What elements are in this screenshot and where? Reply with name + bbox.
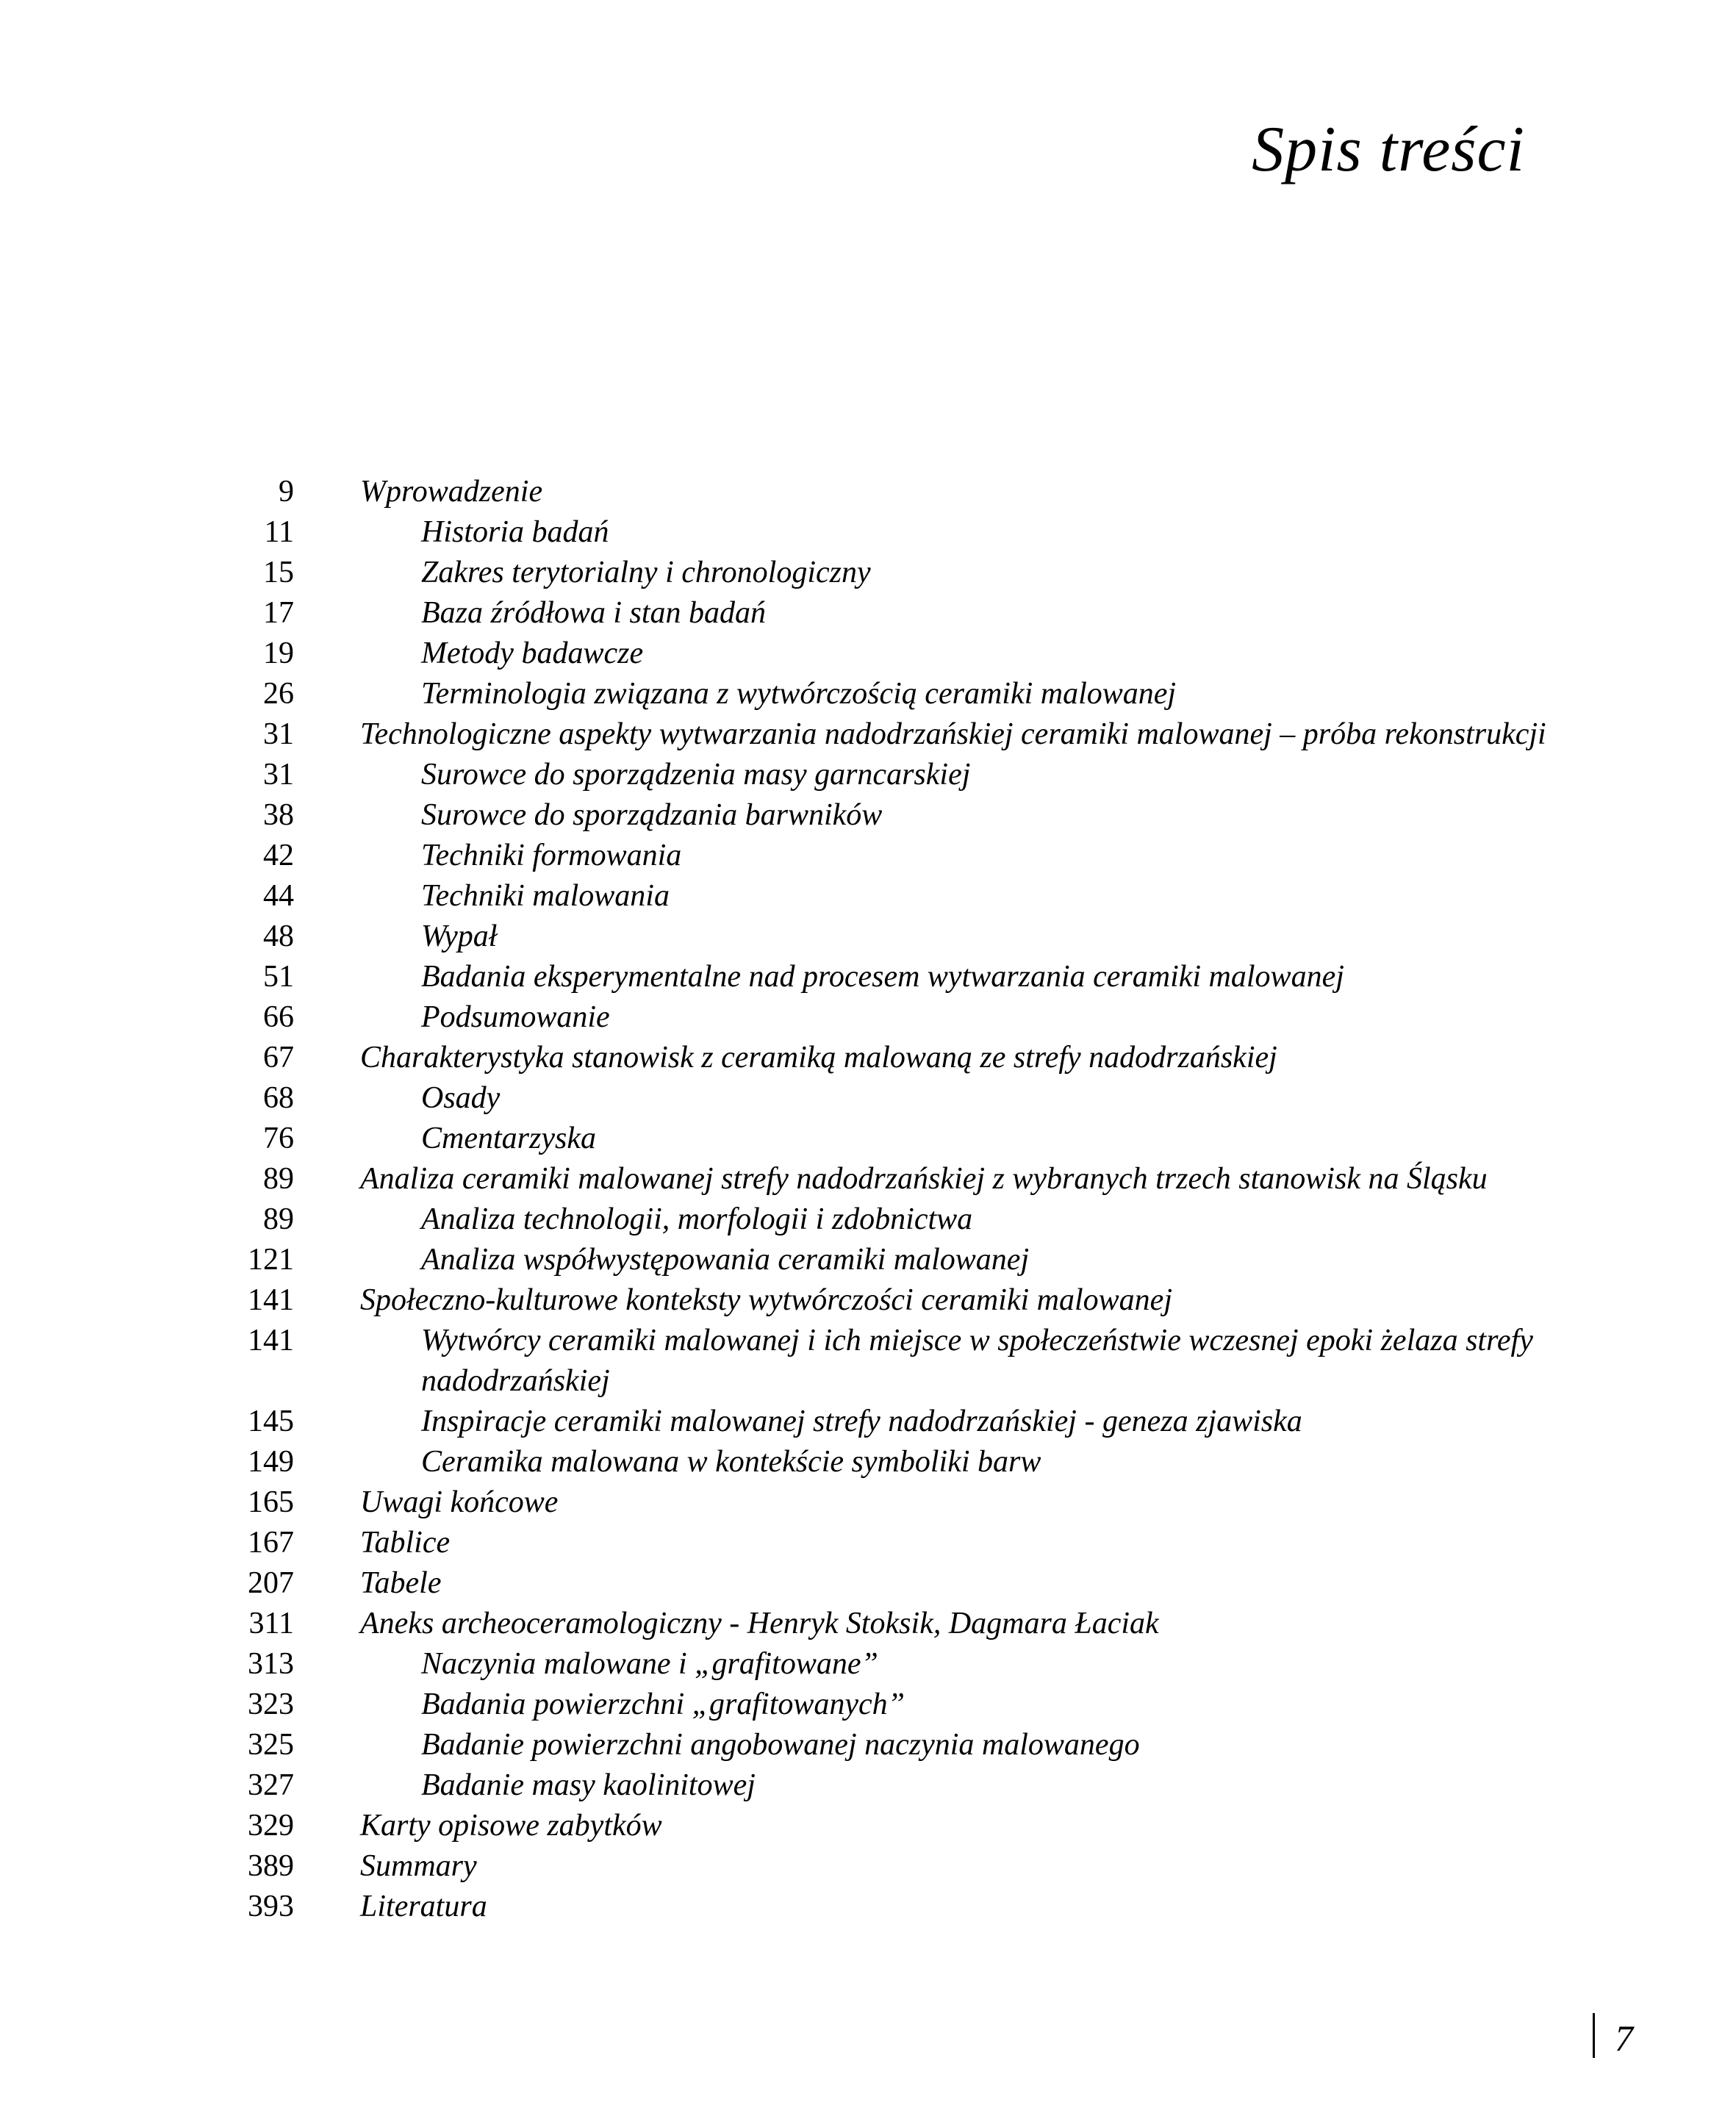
toc-entry xyxy=(0,714,1736,755)
toc-entry-page-number: 42 xyxy=(263,839,294,872)
toc-entry-page-number: 311 xyxy=(248,1607,294,1640)
toc-entry-title: Zakres terytorialny i chronologiczny xyxy=(421,556,871,589)
toc-entry-title: Osady xyxy=(421,1081,501,1115)
toc-entry xyxy=(0,836,1736,876)
toc-entry-page-number: 389 xyxy=(248,1849,294,1883)
toc-entry-title: Wprowadzenie xyxy=(360,475,543,509)
toc-entry-title: Historia badań xyxy=(421,515,609,549)
toc-entry-title: Surowce do sporządzania barwników xyxy=(421,798,883,832)
toc-entry xyxy=(0,755,1736,795)
toc-list xyxy=(0,472,1736,1927)
toc-entry xyxy=(0,472,1736,512)
toc-entry xyxy=(0,1806,1736,1846)
page-title: Spis treści xyxy=(1252,114,1525,185)
toc-entry-title: Literatura xyxy=(360,1890,487,1923)
toc-entry-page-number: 26 xyxy=(263,677,294,711)
toc-entry-title: Badanie powierzchni angobowanej naczynia malowanego xyxy=(421,1728,1140,1762)
toc-entry xyxy=(0,1199,1736,1240)
toc-entry xyxy=(0,1887,1736,1927)
toc-entry-page-number: 149 xyxy=(248,1445,294,1479)
toc-entry xyxy=(0,1119,1736,1159)
toc-entry-title: Technologiczne aspekty wytwarzania nadodrzańskiej ceramiki malowanej – próba rekonstrukcji xyxy=(360,717,1546,751)
toc-entry-page-number: 66 xyxy=(263,1000,294,1034)
toc-entry-title: Metody badawcze xyxy=(421,636,644,670)
toc-entry-title: Ceramika malowana w kontekście symboliki barw xyxy=(421,1445,1041,1479)
toc-entry-page-number: 76 xyxy=(263,1122,294,1155)
toc-entry-page-number: 44 xyxy=(263,879,294,913)
toc-entry-title: Analiza ceramiki malowanej strefy nadodrzańskiej z wybranych trzech stanowisk na Śląsku xyxy=(360,1162,1488,1196)
toc-entry-title: Cmentarzyska xyxy=(421,1122,596,1155)
toc-entry-title: Społeczno-kulturowe konteksty wytwórczości ceramiki malowanej xyxy=(360,1283,1172,1317)
toc-entry xyxy=(0,1725,1736,1765)
toc-entry-page-number: 19 xyxy=(263,636,294,670)
toc-entry-title: Summary xyxy=(360,1849,477,1883)
toc-entry-title: Surowce do sporządzenia masy garncarskiej xyxy=(421,758,971,792)
toc-entry-page-number: 207 xyxy=(248,1566,294,1600)
toc-entry xyxy=(0,1846,1736,1887)
toc-entry xyxy=(0,1159,1736,1199)
toc-entry-page-number: 89 xyxy=(263,1162,294,1196)
toc-entry xyxy=(0,1038,1736,1078)
toc-entry-page-number: 67 xyxy=(263,1041,294,1075)
toc-entry-page-number: 323 xyxy=(248,1687,294,1721)
toc-entry-page-number: 329 xyxy=(248,1809,294,1843)
toc-entry-page-number: 325 xyxy=(248,1728,294,1762)
toc-entry-page-number: 31 xyxy=(263,758,294,792)
toc-entry-title: Badania eksperymentalne nad procesem wytwarzania ceramiki malowanej xyxy=(421,960,1344,994)
toc-entry-page-number: 167 xyxy=(248,1526,294,1560)
toc-entry-title: Tablice xyxy=(360,1526,451,1560)
toc-entry-title: Baza źródłowa i stan badań xyxy=(421,596,767,630)
toc-entry-title: Badania powierzchni „grafitowanych” xyxy=(421,1687,905,1721)
page-number: 7 xyxy=(1615,2017,1633,2059)
toc-entry xyxy=(0,1442,1736,1482)
toc-entry-page-number: 48 xyxy=(263,919,294,953)
toc-entry-page-number: 9 xyxy=(279,475,294,509)
toc-entry xyxy=(0,674,1736,714)
toc-entry xyxy=(0,997,1736,1038)
toc-entry-page-number: 51 xyxy=(263,960,294,994)
toc-entry xyxy=(0,876,1736,917)
toc-entry-title: Charakterystyka stanowisk z ceramiką malowaną ze strefy nadodrzańskiej xyxy=(360,1041,1277,1075)
toc-entry-title: Techniki formowania xyxy=(421,839,682,872)
toc-entry-title: Analiza technologii, morfologii i zdobnictwa xyxy=(421,1202,973,1236)
toc-entry-title: Podsumowanie xyxy=(421,1000,610,1034)
toc-entry-title: Uwagi końcowe xyxy=(360,1485,559,1519)
toc-entry xyxy=(0,1604,1736,1644)
toc-entry-title: Analiza współwystępowania ceramiki malowanej xyxy=(421,1243,1030,1277)
toc-entry xyxy=(0,1482,1736,1523)
toc-entry xyxy=(0,512,1736,553)
toc-entry-page-number: 121 xyxy=(248,1243,294,1277)
toc-entry xyxy=(0,1321,1736,1361)
toc-entry-page-number: 393 xyxy=(248,1890,294,1923)
toc-entry-page-number: 165 xyxy=(248,1485,294,1519)
toc-entry xyxy=(0,634,1736,674)
toc-entry-title: Karty opisowe zabytków xyxy=(360,1809,662,1843)
toc-entry xyxy=(0,957,1736,997)
toc-entry-title: Wypał xyxy=(421,919,498,953)
toc-entry-title: Naczynia malowane i „grafitowane” xyxy=(421,1647,878,1681)
toc-entry-title: Tabele xyxy=(360,1566,442,1600)
toc-entry-title: Aneks archeoceramologiczny - Henryk Stoksik, Dagmara Łaciak xyxy=(360,1607,1159,1640)
toc-entry xyxy=(0,1280,1736,1321)
toc-entry-page-number: 145 xyxy=(248,1405,294,1438)
toc-entry xyxy=(0,1765,1736,1806)
toc-entry-page-number: 17 xyxy=(263,596,294,630)
toc-entry xyxy=(0,1644,1736,1685)
toc-entry xyxy=(0,1078,1736,1119)
toc-entry xyxy=(0,1523,1736,1563)
footer-divider xyxy=(1593,2013,1595,2058)
toc-entry-page-number: 89 xyxy=(263,1202,294,1236)
toc-entry-page-number: 31 xyxy=(263,717,294,751)
toc-entry xyxy=(0,795,1736,836)
toc-entry xyxy=(0,1685,1736,1725)
toc-entry-title: Techniki malowania xyxy=(421,879,670,913)
toc-entry-page-number: 313 xyxy=(248,1647,294,1681)
toc-entry xyxy=(0,1240,1736,1280)
toc-entry-page-number: 141 xyxy=(248,1324,294,1357)
toc-entry xyxy=(0,917,1736,957)
toc-entry-page-number: 141 xyxy=(248,1283,294,1317)
toc-entry-title: Terminologia związana z wytwórczością ceramiki malowanej xyxy=(421,677,1177,711)
toc-entry xyxy=(0,1563,1736,1604)
toc-entry xyxy=(0,593,1736,634)
toc-entry-page-number: 327 xyxy=(248,1768,294,1802)
toc-entry-title: Badanie masy kaolinitowej xyxy=(421,1768,756,1802)
toc-entry-continuation xyxy=(0,1361,1736,1402)
toc-entry-page-number: 15 xyxy=(263,556,294,589)
toc-entry-page-number: 38 xyxy=(263,798,294,832)
toc-entry-title: Inspiracje ceramiki malowanej strefy nadodrzańskiej - geneza zjawiska xyxy=(421,1405,1302,1438)
toc-entry-page-number: 68 xyxy=(263,1081,294,1115)
toc-entry xyxy=(0,553,1736,593)
toc-entry-page-number: 11 xyxy=(264,515,294,549)
toc-entry-title: nadodrzańskiej xyxy=(421,1364,610,1398)
toc-entry xyxy=(0,1402,1736,1442)
toc-entry-title: Wytwórcy ceramiki malowanej i ich miejsce w społeczeństwie wczesnej epoki żelaza strefy xyxy=(421,1324,1533,1357)
